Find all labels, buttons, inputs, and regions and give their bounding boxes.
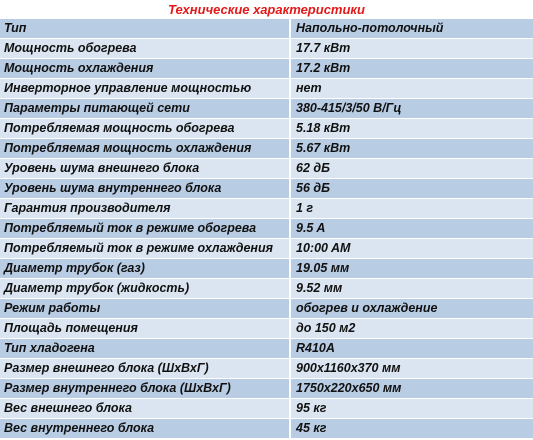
table-row	[0, 259, 533, 279]
row-label: Размер внешнего блока (ШхВхГ)	[0, 359, 291, 378]
row-label: Уровень шума внутреннего блока	[0, 179, 291, 198]
row-value: 380-415/3/50 В/Гц	[296, 101, 402, 115]
table-row	[0, 119, 533, 139]
row-label: Потребляемая мощность охлаждения	[0, 139, 291, 158]
header-value: Напольно-потолочный	[296, 21, 444, 35]
row-value: обогрев и охлаждение	[296, 301, 438, 315]
table-row	[0, 219, 533, 239]
row-label: Режим работы	[0, 299, 291, 318]
row-value: 56 дБ	[296, 181, 330, 195]
row-value: 1 г	[296, 201, 314, 215]
row-label: Инверторное управление мощностью	[0, 79, 291, 98]
table-row	[0, 319, 533, 339]
table-row	[0, 379, 533, 399]
row-value: 9.5 A	[296, 221, 326, 235]
row-value: 17.2 кВт	[296, 61, 351, 75]
table-row	[0, 239, 533, 259]
row-value: 17.7 кВт	[296, 41, 351, 55]
row-label: Диаметр трубок (газ)	[0, 259, 291, 278]
table-header-row	[0, 19, 533, 39]
table-row	[0, 299, 533, 319]
row-value: 19.05 мм	[296, 261, 350, 275]
row-value: 900х1160х370 мм	[296, 361, 401, 375]
row-label: Потребляемый ток в режиме охлаждения	[0, 239, 291, 258]
table-row	[0, 419, 533, 439]
row-value: 5.18 кВт	[296, 121, 351, 135]
row-value: 9.52 мм	[296, 281, 343, 295]
row-label: Вес внутреннего блока	[0, 419, 291, 438]
table-title: Технические характеристики	[0, 0, 533, 19]
table-row	[0, 359, 533, 379]
row-label: Размер внутреннего блока (ШхВхГ)	[0, 379, 291, 398]
row-label: Потребляемая мощность обогрева	[0, 119, 291, 138]
row-value: 45 кг	[296, 421, 327, 435]
table-row	[0, 99, 533, 119]
table-row	[0, 179, 533, 199]
row-label: Мощность охлаждения	[0, 59, 291, 78]
table-row	[0, 159, 533, 179]
row-label: Тип хладогена	[0, 339, 291, 358]
row-label: Уровень шума внешнего блока	[0, 159, 291, 178]
row-value: 1750х220х650 мм	[296, 381, 402, 395]
row-value: до 150 м2	[296, 321, 356, 335]
row-label: Гарантия производителя	[0, 199, 291, 218]
table-row	[0, 399, 533, 419]
row-value: 95 кг	[296, 401, 327, 415]
row-label: Параметры питающей сети	[0, 99, 291, 118]
row-value: 10:00 AM	[296, 241, 351, 255]
table-row	[0, 79, 533, 99]
table-row	[0, 199, 533, 219]
row-label: Потребляемый ток в режиме обогрева	[0, 219, 291, 238]
table-row	[0, 139, 533, 159]
row-value: 62 дБ	[296, 161, 330, 175]
table-row	[0, 279, 533, 299]
table-row	[0, 59, 533, 79]
row-value: R410A	[296, 341, 335, 355]
header-label: Тип	[0, 19, 291, 38]
table-row	[0, 339, 533, 359]
row-label: Площадь помещения	[0, 319, 291, 338]
row-label: Диаметр трубок (жидкость)	[0, 279, 291, 298]
row-label: Вес внешнего блока	[0, 399, 291, 418]
row-value: нет	[296, 81, 322, 95]
table-row	[0, 39, 533, 59]
row-value: 5.67 кВт	[296, 141, 351, 155]
row-label: Мощность обогрева	[0, 39, 291, 58]
